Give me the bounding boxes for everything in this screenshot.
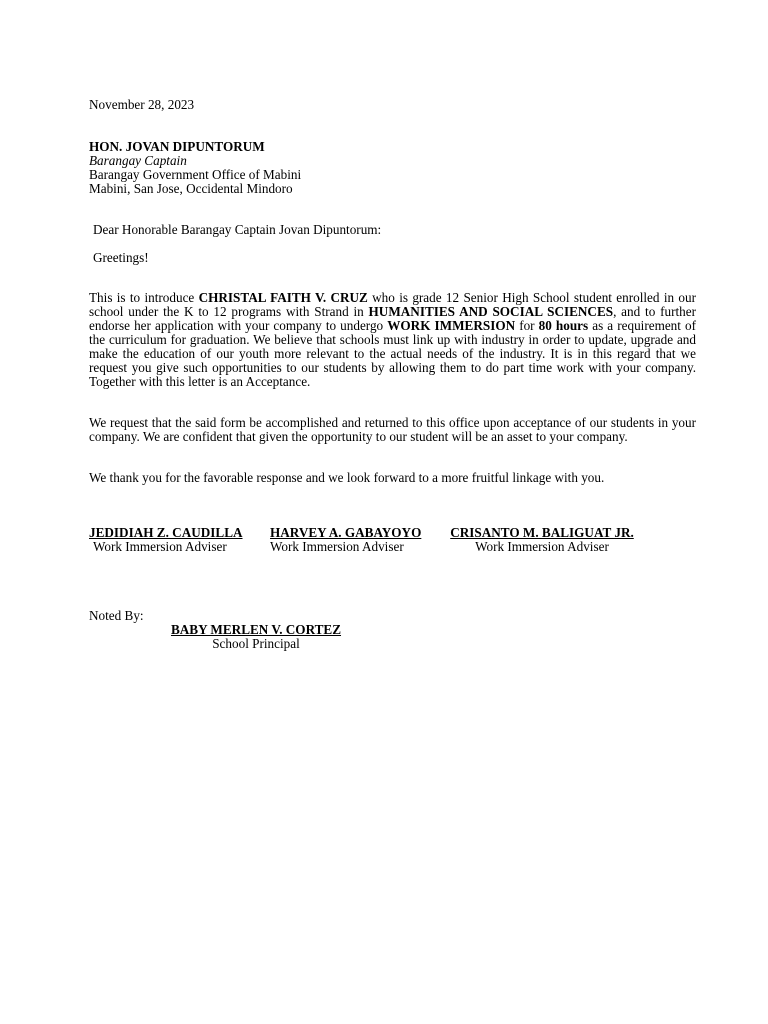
signatory-3-title: Work Immersion Adviser: [475, 539, 609, 554]
body-paragraph-1: [89, 291, 696, 389]
body-paragraph-2: We request that the said form be accomplished and returned to this office upon acceptance of our students in your company. We are confident that given the opportunity to our student will be an asset to your company.: [89, 415, 696, 444]
principal-title: School Principal: [212, 636, 300, 651]
p1-text-4: for: [515, 318, 539, 333]
recipient-address: Mabini, San Jose, Occidental Mindoro: [89, 181, 293, 196]
recipient-office: Barangay Government Office of Mabini: [89, 167, 302, 182]
student-name: CHRISTAL FAITH V. CRUZ: [198, 290, 368, 305]
principal-block: [159, 623, 353, 651]
signatory-1-title: Work Immersion Adviser: [93, 539, 227, 554]
salutation: Dear Honorable Barangay Captain Jovan Dipuntorum:: [93, 222, 382, 237]
body-paragraph-3: We thank you for the favorable response and we look forward to a more fruitful linkage with you.: [89, 470, 605, 485]
strand-name: HUMANITIES AND SOCIAL SCIENCES: [368, 304, 614, 319]
signatory-3-name: CRISANTO M. BALIGUAT JR.: [450, 525, 634, 540]
recipient-title: Barangay Captain: [89, 153, 187, 168]
p1-text-5: as a requirement of the curriculum for graduation. We believe that schools must link up with industry in order to update, upgrade and make the education of our youth more relevant to the actual needs of the industry. It is in this regard that we request you give such opportunities to our students by allowing them to do part time work with your company. Together with this letter is an Acceptance.: [89, 318, 696, 389]
hours-value: 80 hours: [538, 318, 589, 333]
p1-text-1: This is to introduce: [89, 290, 199, 305]
greeting: Greetings!: [93, 250, 149, 265]
principal-name: BABY MERLEN V. CORTEZ: [170, 622, 342, 637]
signatory-2: [270, 526, 421, 554]
letter-date: November 28, 2023: [89, 97, 195, 112]
noted-by-label: Noted By:: [89, 608, 144, 623]
signatory-2-title: Work Immersion Adviser: [270, 539, 404, 554]
signatory-3: [447, 526, 637, 554]
recipient-name: HON. JOVAN DIPUNTORUM: [89, 139, 265, 154]
signatory-1-name: JEDIDIAH Z. CAUDILLA: [89, 525, 243, 540]
signatory-1: [89, 526, 243, 554]
recipient-block: [89, 140, 301, 196]
signatory-2-name: HARVEY A. GABAYOYO: [270, 525, 422, 540]
p1-text-2: who is grade 12 Senior High School student enrolled in our school under the K to 12 programs with Strand in: [89, 290, 696, 319]
program-name: WORK IMMERSION: [387, 318, 516, 333]
p1-text-3: , and to further endorse her application with your company to undergo: [89, 304, 696, 333]
